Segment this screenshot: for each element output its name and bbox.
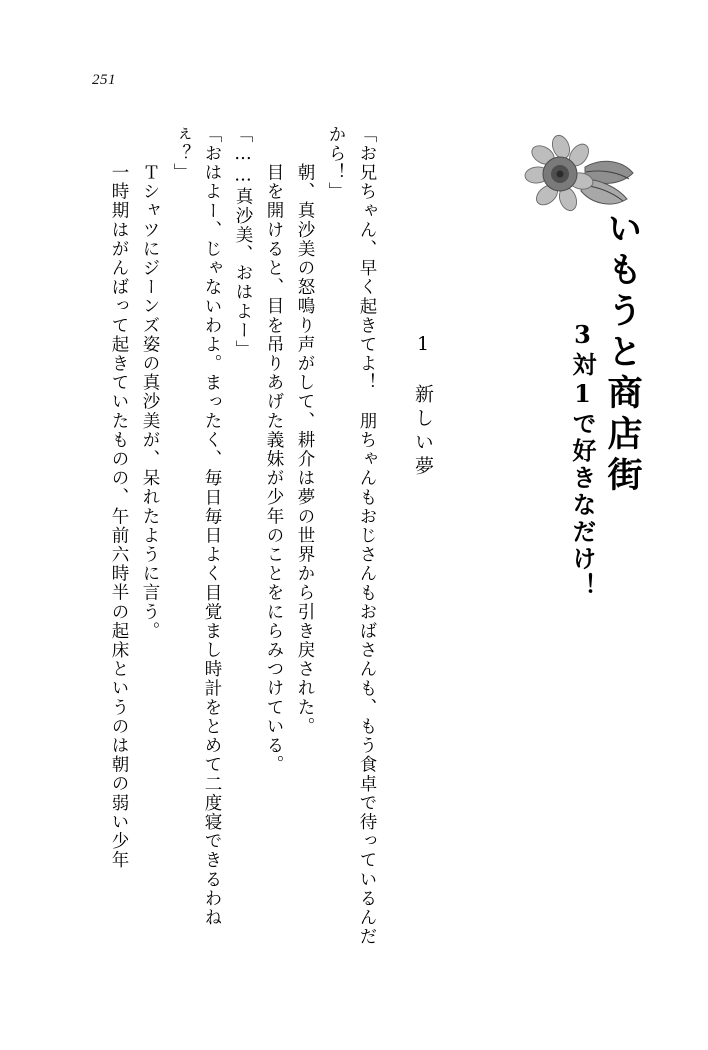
page-number: 251 (92, 72, 116, 88)
paragraph: 目を開けると、目を吊りあげた義妹が少年のことをにらみつけている。 (264, 144, 284, 775)
paragraph: 「お兄ちゃん、早く起きてよ！ 朋ちゃんもおじさんもおばさんも、もう食卓で待っているんだから！」 (326, 125, 377, 947)
paragraph: Ｔシャツにジーンズ姿の真沙美が、呆れたように言う。 (140, 144, 160, 641)
book-title: いもうと商店街 (602, 210, 643, 497)
paragraph: 「おはよー、じゃないわよ。まったく、毎日毎日よく目覚まし時計をとめて二度寝できるわねぇ？」 (171, 125, 222, 928)
paragraph: 一時期はがんばって起きていたものの、午前六時半の起床というのは朝の弱い少年 (109, 144, 129, 870)
paragraph: 朝、真沙美の怒鳴り声がして、耕介は夢の世界から引き戻された。 (295, 144, 315, 737)
paragraph: 「……真沙美、おはよー」 (233, 125, 253, 360)
title-block (440, 115, 643, 815)
body-text (103, 125, 382, 965)
vertical-text-area (60, 115, 650, 980)
chapter-heading: 1 新しい夢 (412, 333, 434, 480)
book-subtitle: 3対1で好きなだけ！ (568, 320, 597, 600)
